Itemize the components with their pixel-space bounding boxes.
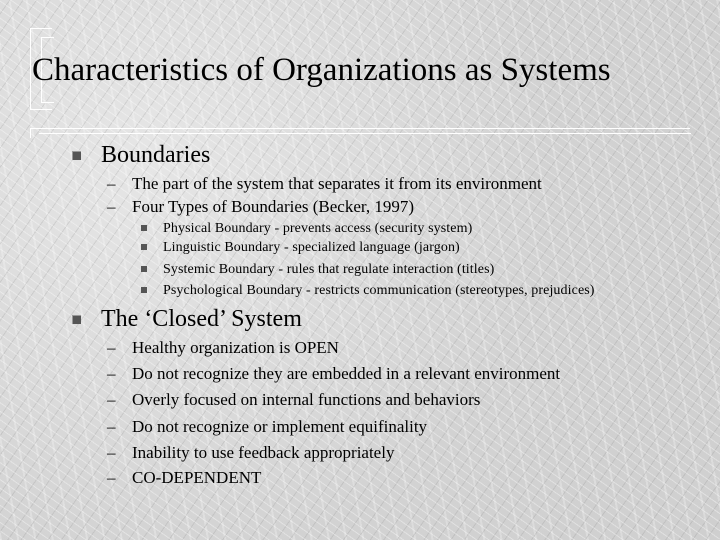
sub-bullet-text: Inability to use feedback appropriately [132, 443, 395, 462]
square-bullet-icon [141, 266, 147, 272]
square-bullet-icon [72, 151, 81, 160]
dash-icon: – [107, 468, 116, 487]
sub-sub-bullet-text: Systemic Boundary - rules that regulate interaction (titles) [163, 262, 495, 277]
sub-bullet-text: Do not recognize they are embedded in a relevant environment [132, 364, 561, 383]
dash-icon: – [107, 390, 116, 409]
sub-sub-bullet-text: Linguistic Boundary - specialized language (jargon) [163, 240, 460, 255]
sub-bullet-text: Four Types of Boundaries (Becker, 1997) [132, 197, 415, 216]
bullet-text: Boundaries [101, 142, 211, 168]
slide-title: Characteristics of Organizations as Systems [32, 52, 611, 88]
sub-bullet-text: Overly focused on internal functions and behaviors [132, 390, 481, 409]
sub-sub-bullet-text: Physical Boundary - prevents access (security system) [163, 221, 473, 236]
dash-icon: – [107, 364, 116, 383]
square-bullet-icon [141, 287, 147, 293]
sub-bullet-text: CO-DEPENDENT [132, 468, 262, 487]
sub-sub-bullet-text: Psychological Boundary - restricts communication (stereotypes, prejudices) [163, 283, 595, 298]
square-bullet-icon [141, 244, 147, 250]
dash-icon: – [107, 417, 116, 436]
bullet-text: The ‘Closed’ System [101, 306, 302, 332]
square-bullet-icon [72, 315, 81, 324]
sub-bullet-text: Do not recognize or implement equifinality [132, 417, 428, 436]
dash-icon: – [107, 443, 116, 462]
square-bullet-icon [141, 225, 147, 231]
dash-icon: – [107, 174, 116, 193]
body-frame-decoration [30, 128, 690, 138]
sub-bullet-text: The part of the system that separates it from its environment [132, 174, 542, 193]
dash-icon: – [107, 338, 116, 357]
sub-bullet-text: Healthy organization is OPEN [132, 338, 339, 357]
dash-icon: – [107, 197, 116, 216]
